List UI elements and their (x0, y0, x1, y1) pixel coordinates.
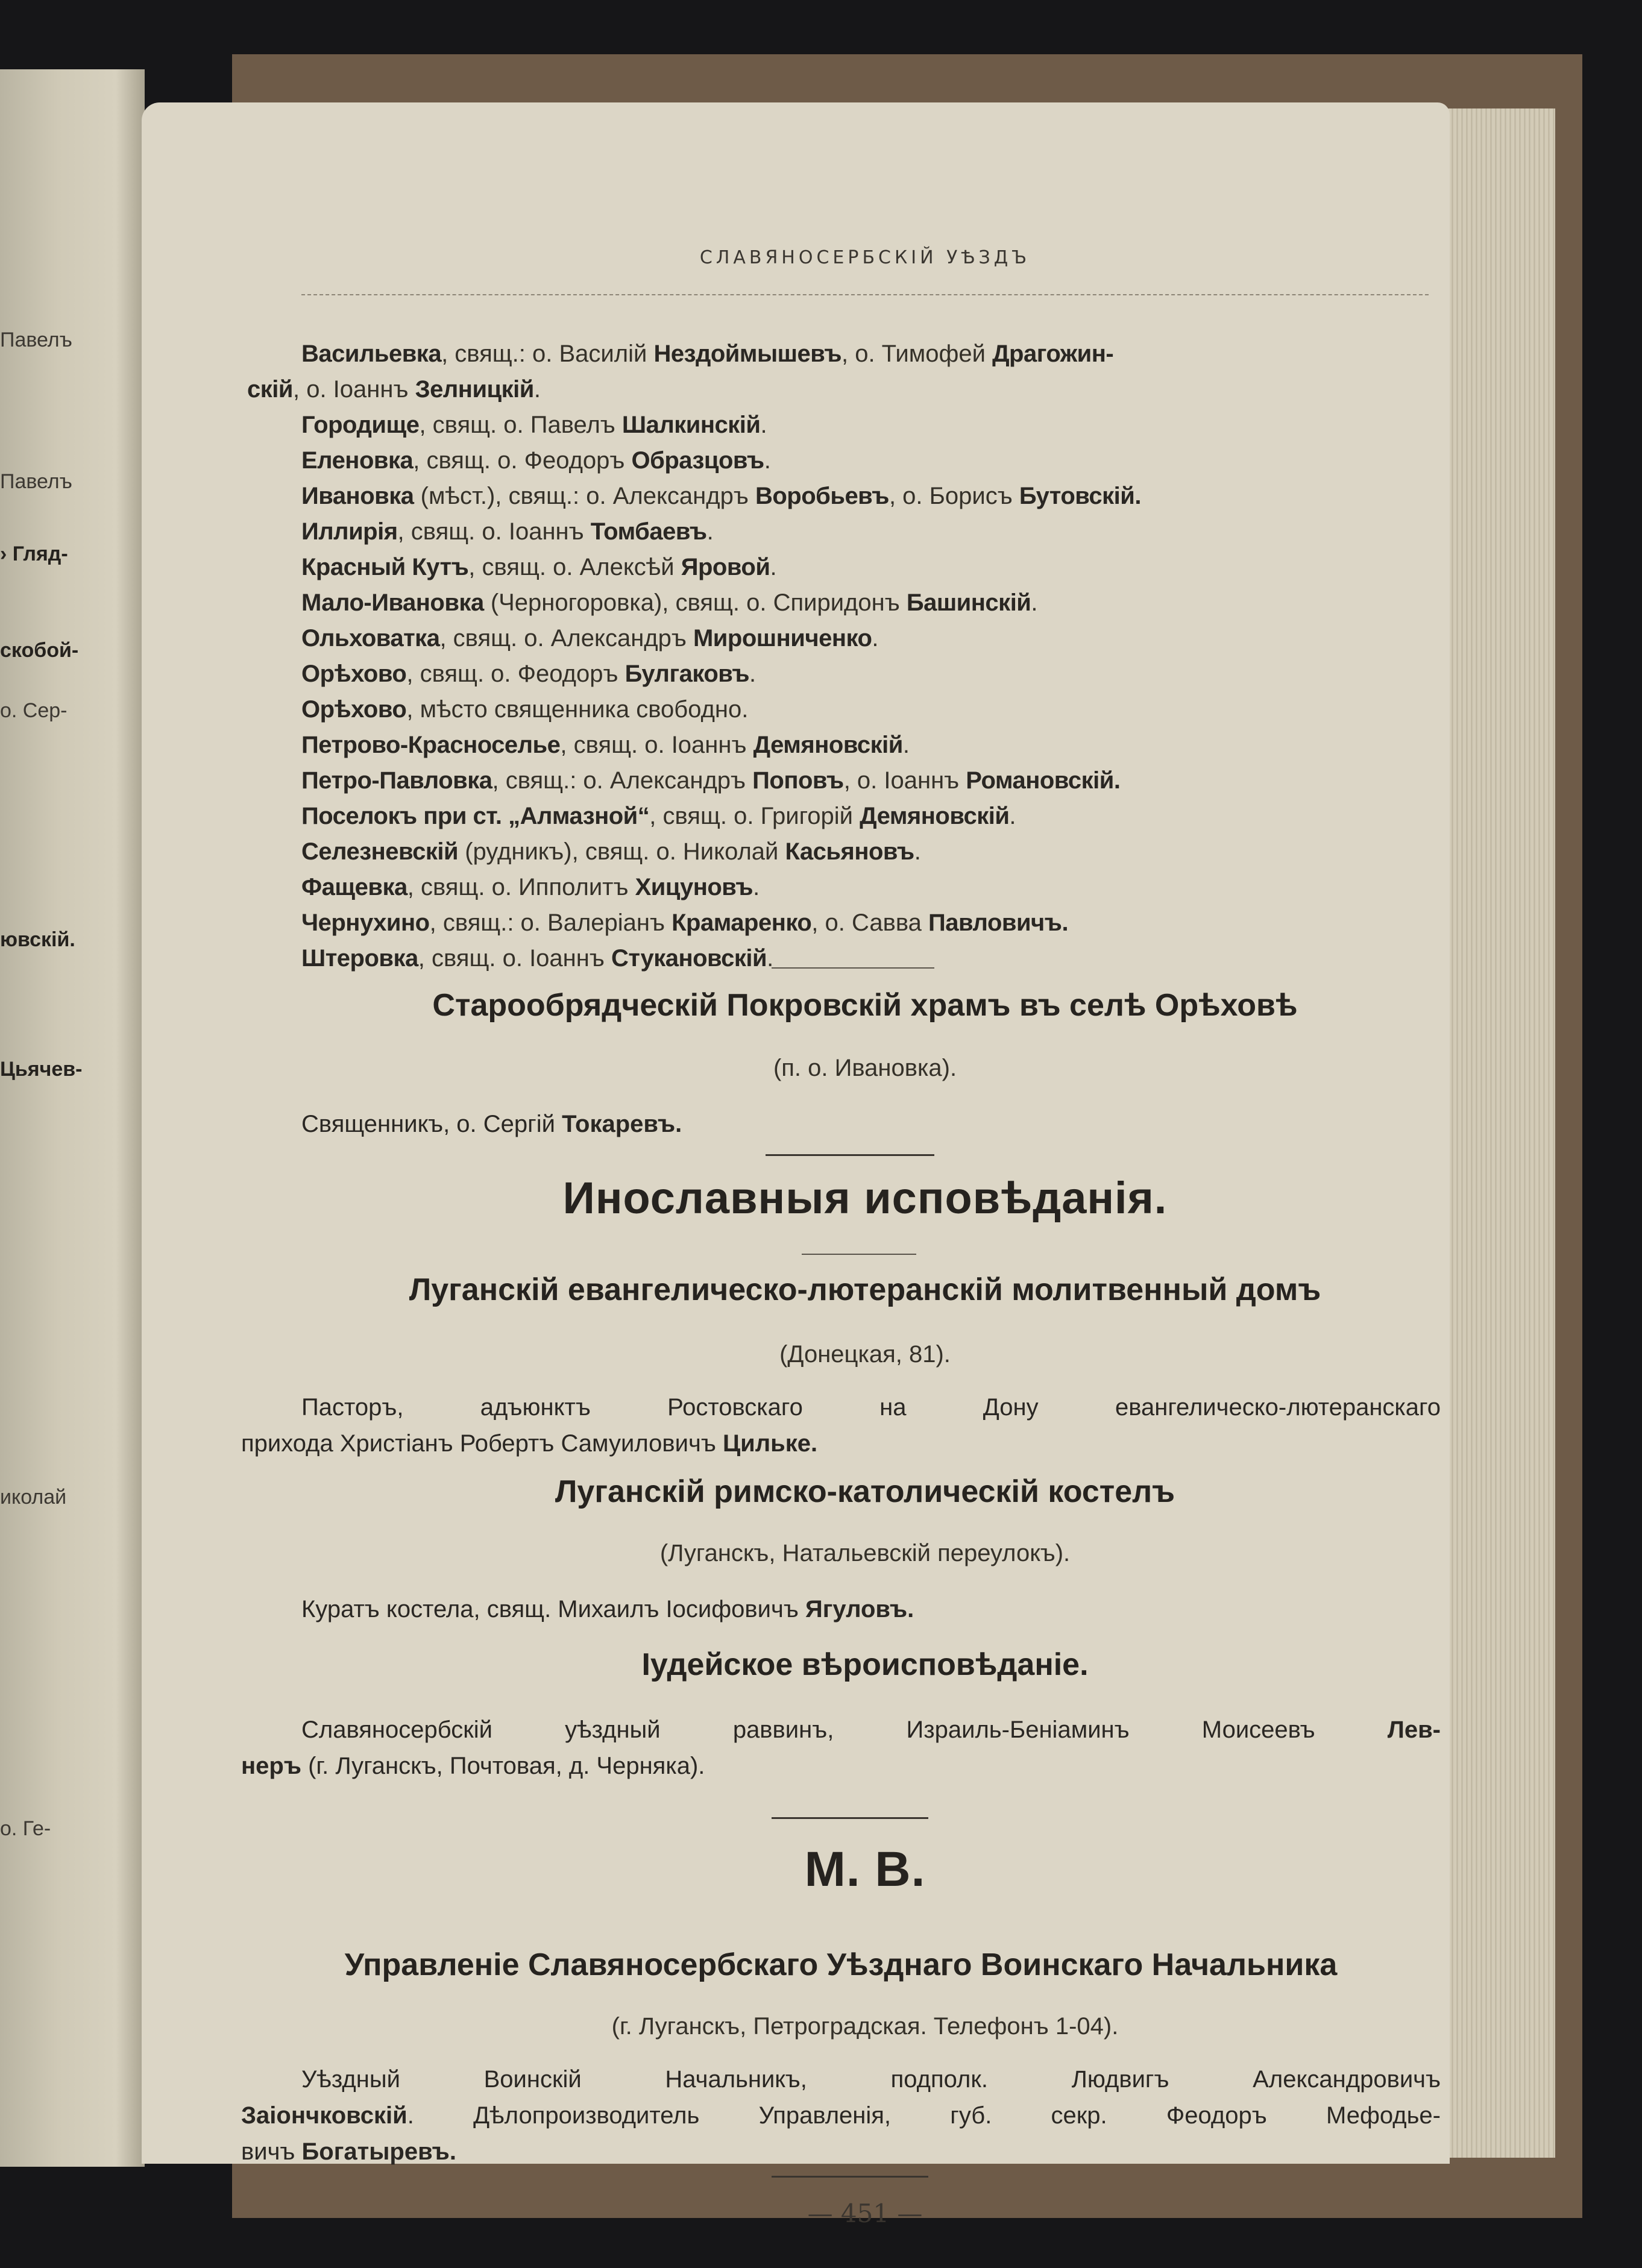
entry-text: , свящ. о. Іоаннъ (560, 732, 753, 758)
entry-text: , свящ. о. Іоаннъ (418, 945, 611, 972)
military-heading: Управленіе Славяносербскаго Уѣзднаго Воинскаго Начальника (344, 1947, 1338, 1982)
priest-surname: Демяновскій (860, 803, 1010, 829)
old-believers-clergy (301, 1106, 1435, 1142)
parish-entry (301, 941, 1435, 976)
priest-surname: Башинскій (906, 589, 1031, 616)
entry-text: . (760, 412, 767, 438)
entry-text: (рудникъ), свящ. о. Николай (458, 838, 785, 865)
priest-surname: Бутовскій. (1019, 483, 1141, 509)
entry-text: , свящ.: о. Валеріанъ (429, 909, 672, 936)
catholic-clergy (301, 1591, 1435, 1627)
entry-text: . (914, 838, 921, 865)
place-name: Ольховатка (301, 625, 440, 652)
running-head-rule (301, 294, 1429, 295)
place-name: Поселокъ при ст. „Алмазной“ (301, 803, 650, 829)
place-name: Штеровка (301, 945, 418, 972)
entry-text: , мѣсто священника свободно. (406, 696, 749, 723)
entry-text: . (764, 447, 771, 474)
left-page-text: Цьячев- (0, 1058, 83, 1081)
clergy-name: неръ (241, 1753, 301, 1779)
parish-entry (301, 834, 1435, 870)
parish-entry (301, 905, 1435, 941)
entry-text: . (1031, 589, 1038, 616)
priest-surname: Образцовъ (631, 447, 764, 474)
left-page-text: › Гляд- (0, 542, 68, 565)
left-page-text: о. Ге- (0, 1817, 51, 1840)
entry-text: (Черногоровка), свящ. о. Спиридонъ (483, 589, 907, 616)
priest-surname: Поповъ (752, 767, 844, 794)
military-staff-line (241, 2134, 1441, 2170)
page-number: — 451 — (807, 2199, 923, 2228)
entry-text: , свящ. о. Григорій (649, 803, 860, 829)
parish-entry (301, 870, 1435, 905)
priest-surname: Демяновскій (753, 732, 903, 758)
section-divider (772, 1817, 928, 1819)
page-stack-edges (1435, 108, 1555, 2158)
left-page-fragment (0, 69, 145, 2167)
entry-text: , свящ. о. Феодоръ (413, 447, 632, 474)
old-believers-address: (п. о. Ивановка). (773, 1055, 957, 1081)
clergy-text: прихода Христіанъ Робертъ Самуиловичъ (241, 1430, 723, 1457)
staff-text: вичъ (241, 2138, 302, 2165)
priest-surname: Драгожин- (992, 341, 1114, 367)
parish-entry (247, 372, 1435, 407)
jewish-heading: Іудейское вѣроисповѣданіе. (641, 1647, 1089, 1682)
parish-entry (301, 336, 1435, 372)
entry-text: , о. Тимофей (841, 341, 993, 367)
clergy-text: Куратъ костела, свящ. Михаилъ Іосифовичъ (301, 1596, 805, 1622)
book-page (142, 102, 1450, 2228)
entry-text: , свящ. о. Іоаннъ (397, 518, 591, 545)
clergy-name: Токаревъ. (562, 1111, 682, 1137)
clergy-name: Цильке. (722, 1430, 818, 1457)
entry-text: , о. Іоаннъ (843, 767, 966, 794)
entry-text: . (902, 732, 910, 758)
entry-text: , свящ. о. Алексѣй (468, 554, 681, 580)
place-name: Селезневскій (301, 838, 459, 865)
priest-surname: Нездоймышевъ (653, 341, 841, 367)
priest-surname: Мирошниченко (693, 625, 872, 652)
staff-name: Богатыревъ. (301, 2138, 456, 2165)
old-believers-heading: Старообрядческій Покровскій храмъ въ селѣ Орѣховѣ (432, 988, 1298, 1023)
priest-surname: Яровой (681, 554, 770, 580)
entry-text: , свящ. о. Ипполитъ (407, 874, 635, 900)
priest-surname: Касьяновъ (785, 838, 914, 865)
lutheran-clergy-line (241, 1425, 1441, 1462)
staff-name: Заіончковскій (241, 2102, 407, 2129)
place-name: Еленовка (301, 447, 414, 474)
place-name: Мало-Ивановка (301, 589, 484, 616)
priest-surname: Шалкинскій (621, 412, 761, 438)
entry-text: , свящ.: о. Василій (441, 341, 654, 367)
lutheran-address: (Донецкая, 81). (779, 1341, 951, 1368)
entry-text: . (753, 874, 760, 900)
priest-surname: Воробьевъ (755, 483, 889, 509)
entry-text: . (872, 625, 879, 652)
place-name: Чернухино (301, 909, 430, 936)
parish-list (247, 336, 1435, 976)
priest-surname: Булгаковъ (624, 661, 750, 687)
priest-surname: Романовскій. (966, 767, 1121, 794)
clergy-text: Славяносербскій уѣздный раввинъ, Израиль-Беніаминъ Моисеевъ (301, 1717, 1388, 1743)
priest-surname: Хицуновъ (635, 874, 753, 900)
mv-title: М. В. (804, 1842, 926, 1897)
entry-text: , свящ. о. Александръ (439, 625, 693, 652)
place-name: Орѣхово (301, 661, 407, 687)
left-page-text: скобой- (0, 639, 79, 662)
entry-text: . (1009, 803, 1016, 829)
parish-entry (301, 763, 1435, 799)
staff-text: . Дѣлопроизводитель Управленія, губ. секр. Феодоръ Мефодье- (407, 2102, 1441, 2129)
entry-text: , свящ.: о. Александръ (492, 767, 753, 794)
place-name: Красный Кутъ (301, 554, 469, 580)
clergy-text: (г. Луганскъ, Почтовая, д. Черняка). (301, 1753, 705, 1779)
parish-entry (301, 443, 1435, 479)
lutheran-heading: Луганскій евангелическо-лютеранскій молитвенный домъ (409, 1272, 1321, 1307)
parish-entry (301, 621, 1435, 656)
parish-entry (301, 727, 1435, 763)
left-page-text: ювскій. (0, 928, 75, 951)
entry-text: , о. Борисъ (889, 483, 1019, 509)
priest-surname: Крамаренко (672, 909, 812, 936)
place-name: Ивановка (301, 483, 414, 509)
place-name: Иллирія (301, 518, 398, 545)
entry-text: . (749, 661, 757, 687)
section-divider (802, 1254, 916, 1255)
military-staff-line: Уѣздный Воинскій Начальникъ, подполк. Людвигъ Александровичъ (301, 2066, 1441, 2093)
entry-text: , свящ. о. Павелъ (419, 412, 622, 438)
left-page-text: Павелъ (0, 328, 72, 351)
military-staff-line (241, 2097, 1441, 2134)
military-address: (г. Луганскъ, Петроградская. Телефонъ 1-04). (611, 2013, 1119, 2040)
entry-text: . (706, 518, 714, 545)
entry-text: . (533, 376, 541, 403)
place-name: Фащевка (301, 874, 407, 900)
entry-text: , свящ. о. Феодоръ (406, 661, 625, 687)
parish-entry (301, 692, 1435, 727)
entry-text: , о. Савва (811, 909, 928, 936)
priest-surname: Павловичъ. (928, 909, 1069, 936)
priest-surname: Зелницкій (415, 376, 534, 403)
priest-surname: Стукановскій (611, 945, 767, 972)
place-name: скій (247, 376, 293, 403)
left-page-text: Павелъ (0, 470, 72, 493)
page-content (241, 247, 1441, 2254)
place-name: Орѣхово (301, 696, 407, 723)
running-head: СЛАВЯНОСЕРБСКІЙ УѢЗДЪ (699, 247, 1031, 268)
parish-entry (301, 656, 1435, 692)
left-page-text: иколай (0, 1486, 67, 1509)
parish-entry (301, 799, 1435, 834)
section-divider (772, 2176, 928, 2178)
entry-text: . (770, 554, 777, 580)
catholic-heading: Луганскій римско-католическій костелъ (555, 1474, 1175, 1509)
lutheran-clergy-line: Пасторъ, адъюнктъ Ростовскаго на Дону евангелическо-лютеранскаго (301, 1394, 1441, 1421)
parish-entry (301, 479, 1435, 514)
entry-text: (мѣст.), свящ.: о. Александръ (414, 483, 755, 509)
catholic-address: (Луганскъ, Натальевскій переулокъ). (659, 1540, 1071, 1566)
clergy-name: Ягуловъ. (805, 1596, 914, 1622)
section-title: Инославныя исповѣданія. (562, 1173, 1168, 1223)
parish-entry (301, 550, 1435, 585)
section-divider (772, 967, 934, 969)
priest-surname: Томбаевъ (590, 518, 707, 545)
jewish-clergy-line (241, 1748, 1441, 1784)
entry-text: , о. Іоаннъ (292, 376, 415, 403)
clergy-name: Лев- (1387, 1717, 1441, 1743)
parish-entry (301, 585, 1435, 621)
place-name: Городище (301, 412, 420, 438)
jewish-clergy-line (301, 1712, 1441, 1748)
parish-entry (301, 514, 1435, 550)
clergy-text: Священникъ, о. Сергій (301, 1111, 562, 1137)
place-name: Петрово-Красноселье (301, 732, 561, 758)
left-page-text: о. Сер- (0, 699, 68, 722)
parish-entry (301, 407, 1435, 443)
section-divider (766, 1154, 934, 1156)
place-name: Васильевка (301, 341, 442, 367)
place-name: Петро-Павловка (301, 767, 492, 794)
entry-text: . (767, 945, 774, 972)
